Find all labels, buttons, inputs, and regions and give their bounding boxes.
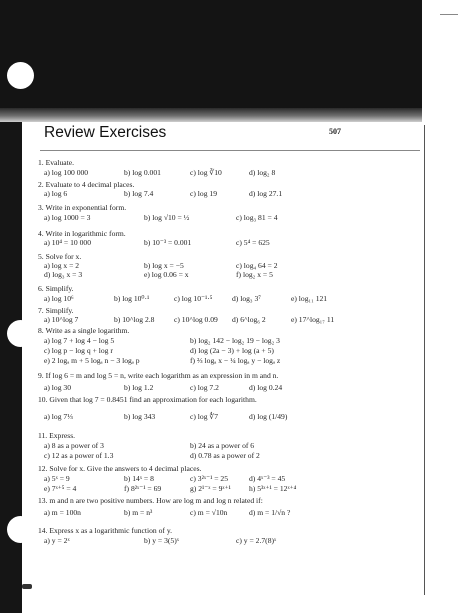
problem-part: c) log p − log q + log r bbox=[44, 346, 113, 355]
problem-prompt: 11. Express. bbox=[38, 431, 76, 440]
problem-part: c) log 10⁻¹·⁵ bbox=[174, 294, 213, 303]
problem-prompt: 3. Write in exponential form. bbox=[38, 203, 127, 212]
problem-part: c) 5⁴ = 625 bbox=[236, 238, 270, 247]
problem-prompt: 7. Simplify. bbox=[38, 306, 74, 315]
problem-part: b) log 1.2 bbox=[124, 383, 154, 392]
problem-part: c) 10^log 0.09 bbox=[174, 315, 218, 324]
problem-part: a) 8 as a power of 3 bbox=[44, 441, 104, 450]
scan-shadow-top bbox=[0, 0, 422, 108]
problem-part: c) log₄ 64 = 2 bbox=[236, 261, 278, 270]
problem-prompt: 12. Solve for x. Give the answers to 4 decimal places. bbox=[38, 464, 202, 473]
problem-part: c) m = √10n bbox=[190, 508, 228, 517]
title-rule bbox=[40, 150, 420, 151]
problem-part: e) 17^log₁₇ 11 bbox=[291, 315, 335, 324]
punch-hole bbox=[7, 320, 34, 347]
page-number: 507 bbox=[329, 127, 341, 136]
problem-part: d) log₂ 8 bbox=[249, 168, 276, 177]
scan-blot bbox=[22, 584, 32, 589]
problem-part: c) log 7.2 bbox=[190, 383, 219, 392]
problem-part: b) log 0.001 bbox=[124, 168, 161, 177]
problem-part: a) 5ˣ = 9 bbox=[44, 474, 70, 483]
problem-part: a) log 30 bbox=[44, 383, 71, 392]
problem-prompt: 6. Simplify. bbox=[38, 284, 74, 293]
problem-prompt: 1. Evaluate. bbox=[38, 158, 75, 167]
problem-part: a) log 7 + log 4 − log 5 bbox=[44, 336, 115, 345]
problem-part: d) 4ˣ⁻³ = 45 bbox=[249, 474, 286, 483]
problem-part: d) 6^log₆ 2 bbox=[232, 315, 266, 324]
problem-part: e) 2 logₐ m + 5 logₐ n − 3 logₐ p bbox=[44, 356, 140, 365]
problem-part: e) log₁₁ 121 bbox=[291, 294, 328, 303]
page-title: Review Exercises bbox=[44, 124, 167, 141]
problem-part: a) m = 100n bbox=[44, 508, 81, 517]
problem-part: a) 10⁴ = 10 000 bbox=[44, 238, 92, 247]
problem-part: f) log₂ x = 5 bbox=[236, 270, 273, 279]
problem-part: a) log 100 000 bbox=[44, 168, 89, 177]
problem-part: b) log x = −5 bbox=[144, 261, 184, 270]
problem-part: a) log x = 2 bbox=[44, 261, 80, 270]
problem-part: d) log (2a − 3) + log (a + 5) bbox=[190, 346, 274, 355]
problem-part: c) y = 2.7(8)ˣ bbox=[236, 536, 277, 545]
problem-part: b) log 343 bbox=[124, 412, 156, 421]
problem-prompt: 10. Given that log 7 = 0.8451 find an approximation for each logarithm. bbox=[38, 395, 257, 404]
scan-speck bbox=[440, 14, 458, 15]
page-edge-line bbox=[424, 125, 425, 595]
problem-part: h) 5³ˣ⁺¹ = 12ˣ⁺⁴ bbox=[249, 484, 297, 493]
problem-prompt: 2. Evaluate to 4 decimal places. bbox=[38, 180, 135, 189]
problem-part: a) 10^log 7 bbox=[44, 315, 79, 324]
problem-prompt: 5. Solve for x. bbox=[38, 252, 82, 261]
punch-hole bbox=[7, 62, 34, 89]
problem-part: b) log₂ 142 − log₂ 19 − log₂ 3 bbox=[190, 336, 280, 345]
scan-edge-band bbox=[0, 108, 474, 122]
problem-part: a) y = 2ˣ bbox=[44, 536, 70, 545]
problem-part: c) log₃ 81 = 4 bbox=[236, 213, 278, 222]
problem-part: a) log 6 bbox=[44, 189, 68, 198]
problem-prompt: 4. Write in logarithmic form. bbox=[38, 229, 126, 238]
problem-prompt: 14. Express x as a logarithmic function of y. bbox=[38, 526, 173, 535]
problem-part: e) log 0.06 = x bbox=[144, 270, 189, 279]
problem-part: b) log √10 = ½ bbox=[144, 213, 190, 222]
problem-prompt: 13. m and n are two positive numbers. How are log m and log n related if: bbox=[38, 496, 263, 505]
problem-part: b) y = 3(5)ˣ bbox=[144, 536, 179, 545]
problem-part: d) log 0.24 bbox=[249, 383, 283, 392]
problem-part: b) 14ˣ = 8 bbox=[124, 474, 154, 483]
problem-part: d) m = 1/√n ? bbox=[249, 508, 291, 517]
problem-part: c) 12 as a power of 1.3 bbox=[44, 451, 114, 460]
problem-part: b) 10^log 2.8 bbox=[114, 315, 155, 324]
problem-part: g) 2¹⁻ˣ = 9ˣ⁺¹ bbox=[190, 484, 231, 493]
punch-hole bbox=[7, 516, 34, 543]
problem-part: b) log 10⁰·¹ bbox=[114, 294, 150, 303]
problem-part: c) log ∛10 bbox=[190, 168, 222, 177]
problem-part: b) log 7.4 bbox=[124, 189, 154, 198]
problem-prompt: 8. Write as a single logarithm. bbox=[38, 326, 130, 335]
problem-part: e) 7ˣ⁺⁵ = 4 bbox=[44, 484, 77, 493]
problem-part: c) 3²ˣ⁻¹ = 25 bbox=[190, 474, 229, 483]
problem-part: c) log 19 bbox=[190, 189, 217, 198]
problem-part: d) log (1/49) bbox=[249, 412, 288, 421]
scan-paper-corner bbox=[422, 0, 474, 122]
problem-part: f) ⅔ logₐ x − ¼ logₐ y − logₐ z bbox=[190, 356, 281, 365]
problem-part: b) 24 as a power of 6 bbox=[190, 441, 255, 450]
problem-part: f) 8²ˣ⁻¹ = 69 bbox=[124, 484, 162, 493]
problem-part: a) log 10⁶ bbox=[44, 294, 74, 303]
problem-part: c) log ∜7 bbox=[190, 412, 219, 421]
problem-part: b) m = n³ bbox=[124, 508, 153, 517]
problem-part: d) log 27.1 bbox=[249, 189, 283, 198]
problem-part: d) 0.78 as a power of 2 bbox=[190, 451, 260, 460]
problem-part: a) log 7⅓ bbox=[44, 412, 73, 421]
problem-part: b) 10⁻³ = 0.001 bbox=[144, 238, 192, 247]
problem-part: d) log₃ x = 3 bbox=[44, 270, 83, 279]
problem-part: a) log 1000 = 3 bbox=[44, 213, 91, 222]
problem-part: d) log₃ 3⁷ bbox=[232, 294, 261, 303]
problem-prompt: 9. If log 6 = m and log 5 = n, write each logarithm as an expression in m and n. bbox=[38, 371, 279, 380]
